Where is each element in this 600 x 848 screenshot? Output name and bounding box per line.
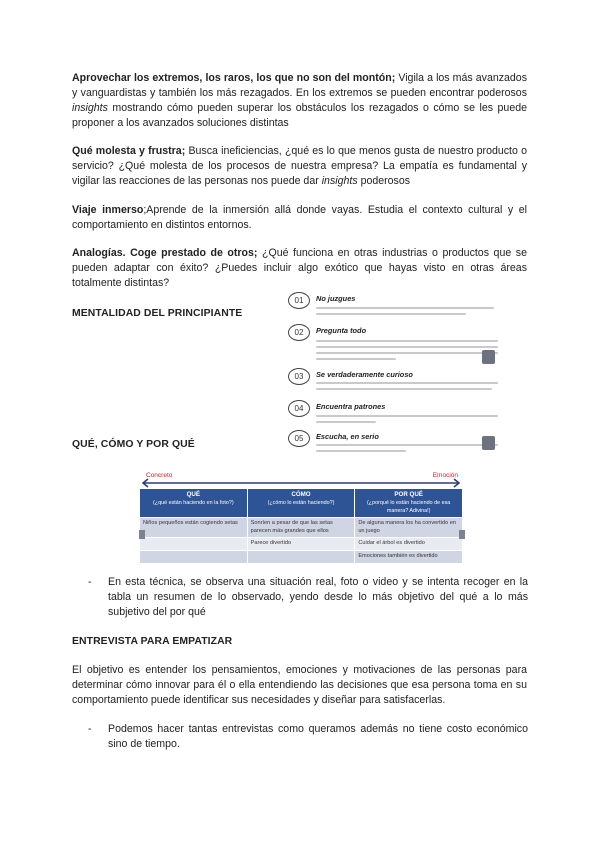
- principle-text-line: [316, 382, 498, 384]
- table-row: [140, 538, 463, 551]
- paragraph-lead: Aprovechar los extremos, los raros, los que no son del montón;: [72, 72, 396, 84]
- table-header-porque: POR QUÉ (¿porqué lo están haciendo de esa manera? Adivina!): [355, 489, 463, 518]
- paragraph-text: ¿Qué funciona en otras industrias o productos que se pueden adaptar con éxito? ¿Puedes incluir algo exótico que hayas visto en otras áreas totalmente distintas?: [72, 247, 527, 289]
- principle-number: 04: [288, 400, 310, 417]
- figure-marker: [482, 436, 495, 450]
- principle-title: Se verdaderamente curioso: [316, 370, 413, 379]
- principles-figure: [288, 292, 500, 452]
- principle-text-line: [316, 346, 498, 348]
- principle-number: 01: [288, 292, 310, 309]
- principle-text-line: [316, 421, 376, 423]
- figure-marker: [482, 350, 495, 364]
- paragraph-viaje: [72, 203, 527, 233]
- heading-entrevista: ENTREVISTA PARA EMPATIZAR: [72, 636, 233, 647]
- paragraph-text: El objetivo es entender los pensamientos, emociones y motivaciones de las personas para determinar cómo innovar para él o ella entendiendo las decisiones que esa persona toma en su comportamiento puede identificar sus necesidades y diseñar para satisfacerlas.: [72, 664, 527, 706]
- heading-mentalidad: MENTALIDAD DEL PRINCIPIANTE: [72, 308, 243, 319]
- bullet-text: Podemos hacer tantas entrevistas como queramos además no tiene costo económico sino de tiempo.: [108, 723, 528, 750]
- table-cell: Niños pequeños están cogiendo setas: [140, 518, 248, 538]
- principle-title: Encuentra patrones: [316, 402, 386, 411]
- table-cell: [140, 551, 248, 564]
- table-cell: Cuidar el árbol es divertido: [355, 538, 463, 551]
- paragraph-molesta: [72, 144, 527, 189]
- figure-marker: [139, 530, 145, 539]
- principle-number: 03: [288, 368, 310, 385]
- principle-item: [288, 368, 500, 400]
- principle-item: [288, 324, 500, 356]
- paragraph-italic: insights: [321, 175, 358, 187]
- que-como-porque-table: [139, 488, 463, 564]
- principle-number: 05: [288, 430, 310, 447]
- figure-marker: [459, 530, 465, 539]
- table-cell: De alguna manera los ha convertido en un juego: [355, 518, 463, 538]
- bullet-text: En esta técnica, se observa una situación real, foto o video y se intenta recoger en la tabla un resumen de lo observado, yendo desde lo más objetivo del qué a lo más subjetivo del por qué: [108, 576, 528, 618]
- principle-text-line: [316, 358, 396, 360]
- principle-number: 02: [288, 324, 310, 341]
- paragraph-analogias: [72, 246, 527, 291]
- principle-text-line: [316, 313, 466, 315]
- principle-text-line: [316, 444, 498, 446]
- paragraph-text: mostrando cómo pueden superar los obstáculos los rezagados o cómo se les puede proponer a los avanzados soluciones distintas: [72, 102, 527, 129]
- table-row: [140, 518, 463, 538]
- principle-title: No juzgues: [316, 294, 356, 303]
- concrete-emotion-scale: [140, 472, 462, 488]
- table-cell: Emociones también es divertido: [355, 551, 463, 564]
- table-header-que: QUÉ (¿qué están haciendo en la foto?): [140, 489, 248, 518]
- paragraph-text: Vigila a los más avanzados y vanguardistas y también los más rezagados. En los extremos se pueden encontrar poderosos: [72, 72, 527, 99]
- bullet-item: [88, 575, 528, 620]
- principle-text-line: [316, 450, 406, 452]
- bullet-dash: -: [88, 576, 92, 588]
- paragraph-extremos: [72, 71, 527, 131]
- principle-text-line: [316, 307, 494, 309]
- paragraph-objetivo: [72, 663, 527, 708]
- table-cell: [247, 551, 355, 564]
- principle-item: [288, 292, 500, 324]
- table-row: [140, 551, 463, 564]
- paragraph-italic: insights: [72, 102, 108, 114]
- heading-que-como: QUÉ, CÓMO Y POR QUÉ: [72, 439, 195, 450]
- bullet-dash: -: [88, 723, 92, 735]
- table-cell: Sonríen a pesar de que las setas parecen más grandes que ellos: [247, 518, 355, 538]
- paragraph-text: Busca ineficiencias, ¿qué es lo que menos gusta de nuestro producto o servicio? ¿Qué molesta de los procesos de nuestra empresa? La empatía es fundamental y vigilar las reacciones de las personas nos puede dar: [72, 145, 527, 187]
- principle-text-line: [316, 340, 498, 342]
- paragraph-lead: Analogías. Coge prestado de otros;: [72, 247, 258, 259]
- principle-text-line: [316, 388, 492, 390]
- paragraph-text: ;Aprende de la inmersión allá donde vayas. Estudia el contexto cultural y el comportamiento en distintos entornos.: [72, 204, 527, 231]
- principle-title: Pregunta todo: [316, 326, 367, 335]
- principle-item: [288, 430, 500, 462]
- scale-left-label: Concreto: [146, 472, 173, 479]
- scale-right-label: Emoción: [432, 472, 458, 479]
- paragraph-lead: Qué molesta y frustra;: [72, 145, 186, 157]
- table-header-como: CÓMO (¿cómo lo están haciendo?): [247, 489, 355, 518]
- principle-text-line: [316, 352, 498, 354]
- principle-text-line: [316, 415, 498, 417]
- principle-item: [288, 400, 500, 432]
- paragraph-lead: Viaje inmerso: [72, 204, 144, 216]
- table-cell: Parece divertido: [247, 538, 355, 551]
- table-cell: [140, 538, 248, 551]
- principle-title: Escucha, en serio: [316, 432, 379, 441]
- double-arrow-icon: [140, 472, 462, 488]
- bullet-item: [88, 722, 528, 752]
- paragraph-text: poderosos: [357, 175, 411, 187]
